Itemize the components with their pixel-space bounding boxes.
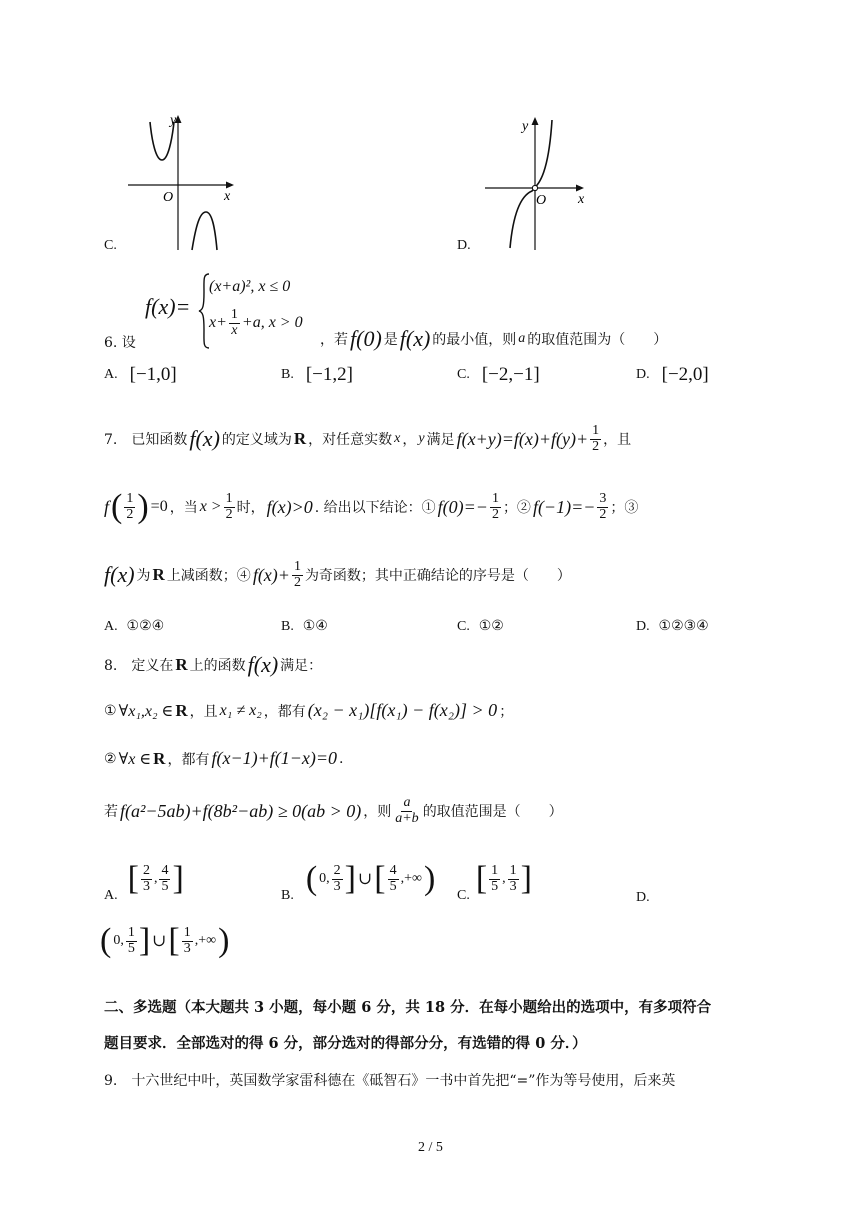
q8-b-frac2 <box>388 864 399 894</box>
graph-d-x-label: x <box>578 192 585 207</box>
q7-give: . 给出以下结论：① <box>314 500 436 516</box>
q8-option-d-label: D. <box>636 890 650 905</box>
q7-line1 <box>104 424 631 454</box>
q8-d-cup: ∪ <box>152 931 167 950</box>
graph-d-x-arrow <box>576 185 584 192</box>
q6-option-d[interactable] <box>636 364 709 386</box>
q7-x-gt: x > <box>199 498 222 515</box>
q7-when2: 时， <box>236 500 265 516</box>
q8-d-d2: 3 <box>183 940 191 956</box>
q7-R: R <box>293 429 307 449</box>
q7-fx-plus: f(x)+ <box>252 564 290 585</box>
q8-condition-main <box>104 796 563 826</box>
q7-half-1 <box>590 424 601 454</box>
q6-piece1: (x+a)², x ≤ 0 <box>209 278 291 295</box>
q7-dec-tail: 为 <box>136 568 151 585</box>
q8-ineq: f(a²−5ab)+f(8b²−ab) ≥ 0(ab > 0) <box>120 800 362 821</box>
graph-d <box>480 110 600 260</box>
q7-line2: f ( $\frac{1}{2}$ ) =0 ，当 x > $\frac{1}{2}$ 时， f(x)>0 . 给出以下结论：① f(0)=− $\frac{1}{2}$ ；② f(−1)=− $\frac{3}{2}$ ；③ <box>104 488 639 525</box>
q8-d-inf: ,+∞ <box>194 933 217 948</box>
q6-piece2-pre: x+ <box>209 314 227 332</box>
q6-option-b-value: [−1,2] <box>305 364 353 385</box>
page-number: 2 / 5 <box>418 1140 443 1155</box>
q8-d-zero: 0, <box>113 933 124 948</box>
q8-c2-eq: f(x−1)+f(1−x)=0 <box>211 748 337 768</box>
q8-b-n1: 2 <box>333 862 341 878</box>
q6-f0: f(0) <box>350 326 382 351</box>
q6-option-c[interactable] <box>457 364 540 386</box>
graph-d-y-label: y <box>522 119 529 134</box>
q7-three-den: 2 <box>599 506 607 522</box>
q6-option-a-label: A. <box>104 367 118 382</box>
q7-half-1-num: 1 <box>592 423 600 438</box>
q7-half-5 <box>292 560 303 590</box>
q6-text <box>320 326 667 352</box>
q7-option-d-label: D. <box>636 619 650 634</box>
q6-frac-den: x <box>231 322 238 338</box>
q9-text: 9. 十六世纪中叶，英国数学家雷科德在《砥智石》一书中首先把“=”作为等号使用，后来英 <box>104 1073 676 1089</box>
q6-number: 6. 设 <box>104 335 136 351</box>
q7-fx: f(x) <box>189 426 220 452</box>
q7-sep3: ；③ <box>610 500 639 516</box>
q8-c1-neq: x₁ ≠ x₂ <box>219 701 262 719</box>
q8-a-d2: 5 <box>161 878 169 894</box>
q8-b-frac1 <box>332 864 343 894</box>
q8-c2-math: ∀x ∈ <box>118 750 152 768</box>
q6-option-a-value: [−1,0] <box>129 364 177 385</box>
q8-option-b[interactable]: B. ( 0, $\frac{2}{3}$ ] ∪ [ $\frac{4}{5}$ ,+∞ ) <box>281 860 436 903</box>
q6-option-b-label: B. <box>281 367 294 382</box>
q8-ratio-den: a+b <box>395 810 419 826</box>
q8-fx: f(x) <box>247 652 279 677</box>
q7-mid: 的定义域为 <box>221 432 292 449</box>
q6-option-c-label: C. <box>457 367 470 382</box>
q8-d-n1: 1 <box>127 924 135 940</box>
q7-f-half: f <box>104 496 110 517</box>
q7-prefix: 7. 已知函数 <box>104 432 188 449</box>
q6-func-name: f(x)= <box>145 294 191 319</box>
q8-a-frac1 <box>141 864 152 894</box>
q7-x: x <box>394 431 401 447</box>
q7-equation: f(x+y)=f(x)+f(y)+ <box>456 428 589 449</box>
graph-c-y-label: y <box>170 113 177 128</box>
graph-d-svg <box>480 110 600 260</box>
q7-half-4-den: 2 <box>491 506 499 522</box>
q8-ratio <box>393 796 420 826</box>
q6-text3: 的最小值，则 <box>432 332 517 348</box>
q7-half-4-num: 1 <box>491 490 499 506</box>
q8-c1-end: ； <box>499 703 514 720</box>
q8-ratio-num: a <box>403 795 411 810</box>
q8-a-n1: 2 <box>142 862 150 878</box>
q8-c-frac2 <box>508 864 519 894</box>
q7-mid3: 满足 <box>426 432 455 449</box>
q8-c-frac1 <box>489 864 500 894</box>
q6-piece2 <box>209 308 303 338</box>
graph-c-label: C. <box>104 238 117 253</box>
q7-half-2-den: 2 <box>126 506 134 522</box>
q8-line1c: 满足： <box>280 658 323 674</box>
q8-c2-mid: ，都有 <box>167 751 210 768</box>
q7-half-4 <box>490 492 501 522</box>
q8-line1-text: 8. 定义在 <box>104 658 174 674</box>
q7-option-b-label: B. <box>281 619 294 634</box>
q6-var-a: a <box>518 331 526 346</box>
q7-half-3 <box>224 492 235 522</box>
q8-c2-end: . <box>339 750 344 767</box>
q7-odd-tail: 为奇函数；其中正确结论的序号是（ ） <box>304 568 571 585</box>
q7-sep2: ；② <box>502 500 531 516</box>
q7-option-a-label: A. <box>104 619 118 634</box>
graph-c <box>100 110 250 260</box>
graph-d-label: D. <box>457 238 471 253</box>
q8-then: ，则 <box>363 804 392 821</box>
q7-f0-eq: f(0)=− <box>437 496 488 517</box>
q8-c1-mid2: ，都有 <box>263 703 306 720</box>
q6-fx: f(x) <box>399 326 431 351</box>
q7-mid2: ，对任意实数 <box>308 432 393 449</box>
q8-c-d1: 5 <box>491 878 499 894</box>
q7-option-a-value: ①②④ <box>126 618 165 634</box>
graph-c-origin-label: O <box>163 190 174 205</box>
q7-line3 <box>104 560 571 590</box>
q8-a-frac2 <box>159 864 170 894</box>
q8-d-n2: 1 <box>183 924 191 940</box>
q6-option-d-value: [−2,0] <box>661 364 709 385</box>
q7-end: ，且 <box>603 432 632 449</box>
graph-c-x-label: x <box>224 189 231 204</box>
graph-d-y-arrow <box>532 117 539 125</box>
q8-b-cup: ∪ <box>358 869 373 888</box>
graph-c-x-arrow <box>226 182 234 189</box>
graph-c-curve-right <box>192 212 217 250</box>
q8-option-a-label: A. <box>104 888 118 903</box>
q7-half-3-num: 1 <box>225 490 233 506</box>
q7-R-2: R <box>152 565 165 585</box>
q6-text1: ，若 <box>320 332 348 348</box>
q8-a-d1: 3 <box>142 878 150 894</box>
q8-line1 <box>104 652 322 678</box>
q6-option-b[interactable] <box>281 364 353 386</box>
q8-line1b: 上的函数 <box>189 658 246 674</box>
q8-option-c-label: C. <box>457 888 470 903</box>
q6-piece2-post: +a, x > 0 <box>241 314 303 332</box>
q8-c1-R: R <box>175 700 188 720</box>
q8-option-b-label: B. <box>281 888 294 903</box>
q8-b-inf: ,+∞ <box>400 871 422 886</box>
q8-option-d[interactable]: ( 0, $\frac{1}{5}$ ] ∪ [ $\frac{1}{3}$ ,+∞ ) <box>100 922 230 959</box>
q7-option-c-label: C. <box>457 619 470 634</box>
q8-c-n2: 1 <box>509 862 517 878</box>
q8-c2-pre: ② <box>104 750 117 767</box>
graph-d-hole <box>532 185 537 190</box>
q8-condition-2 <box>104 748 343 769</box>
q7-fx-dec: f(x) <box>104 562 135 588</box>
q8-b-zero: 0, <box>319 871 330 886</box>
q7-three-halves <box>597 492 608 522</box>
q8-c2-R: R <box>153 748 166 768</box>
q7-y: y <box>418 431 425 447</box>
q8-c-d2: 3 <box>509 878 517 894</box>
q7-comma: ， <box>402 432 417 449</box>
q6-option-a[interactable] <box>104 364 177 386</box>
q8-R: R <box>175 655 188 674</box>
q7-half-5-den: 2 <box>293 574 301 590</box>
q8-a-n2: 4 <box>161 862 169 878</box>
q8-if: 若 <box>104 804 118 821</box>
q7-half-2 <box>124 492 135 522</box>
q7-three-num: 3 <box>599 490 607 506</box>
q8-option-c[interactable]: C. [ $\frac{1}{5}$ , $\frac{1}{3}$ ] <box>457 860 532 903</box>
q8-c1-math: ∀x₁,x₂ ∈ <box>118 702 174 720</box>
q8-d-d1: 5 <box>127 940 135 956</box>
q8-tail: 的取值范围是（ ） <box>422 804 563 821</box>
q7-option-c[interactable] <box>457 618 504 635</box>
q8-c1-pre: ① <box>104 702 117 719</box>
q8-d-frac1 <box>126 926 137 956</box>
q6-text4: 的取值范围为（ ） <box>527 332 668 348</box>
q8-b-n2: 4 <box>389 862 397 878</box>
q6-piece2-frac <box>229 308 240 338</box>
q7-when: ，当 <box>169 500 198 516</box>
q7-half-2-num: 1 <box>126 490 134 506</box>
q8-c1-ineq: (x₂ − x₁)[f(x₁) − f(x₂)] > 0 <box>307 700 498 720</box>
q7-option-a[interactable] <box>104 618 164 635</box>
q7-option-d[interactable] <box>636 618 709 635</box>
q8-condition-1 <box>104 700 513 721</box>
q8-c-n1: 1 <box>491 862 499 878</box>
q6-option-d-label: D. <box>636 367 650 382</box>
q7-option-b[interactable] <box>281 618 328 635</box>
q7-option-b-value: ①④ <box>302 618 328 634</box>
q8-b-d1: 3 <box>333 878 341 894</box>
q8-c1-mid: ，且 <box>189 703 218 720</box>
q7-option-d-value: ①②③④ <box>658 618 709 634</box>
q8-d-frac2 <box>182 926 193 956</box>
q7-half-3-den: 2 <box>225 506 233 522</box>
section2-heading-line2: 题目要求．全部选对的得 6 分，部分选对的得部分分，有选错的得 0 分．） <box>104 1035 587 1052</box>
q7-f-half-tail: =0 <box>150 498 168 515</box>
q8-b-d2: 5 <box>389 878 397 894</box>
q7-fm1-eq: f(−1)=− <box>532 496 596 517</box>
q7-option-c-value: ①② <box>478 618 504 634</box>
q7-dec-tail2: 上减函数；④ <box>166 568 251 585</box>
graph-d-origin-label: O <box>536 193 547 208</box>
q7-half-1-den: 2 <box>592 438 600 454</box>
graph-c-svg <box>100 110 250 260</box>
graph-d-curve <box>510 120 552 248</box>
q8-option-a[interactable]: A. [ $\frac{2}{3}$ , $\frac{4}{5}$ ] <box>104 860 184 903</box>
section2-heading-line1: 二、多选题（本大题共 3 小题，每小题 6 分，共 18 分．在每小题给出的选项中，有多项符合 <box>104 999 712 1016</box>
q6-option-c-value: [−2,−1] <box>481 364 540 385</box>
q7-half-5-num: 1 <box>293 559 301 574</box>
q6-frac-num: 1 <box>230 307 238 322</box>
q7-fx-pos: f(x)>0 <box>266 496 313 517</box>
q6-text2: 是 <box>383 332 398 348</box>
